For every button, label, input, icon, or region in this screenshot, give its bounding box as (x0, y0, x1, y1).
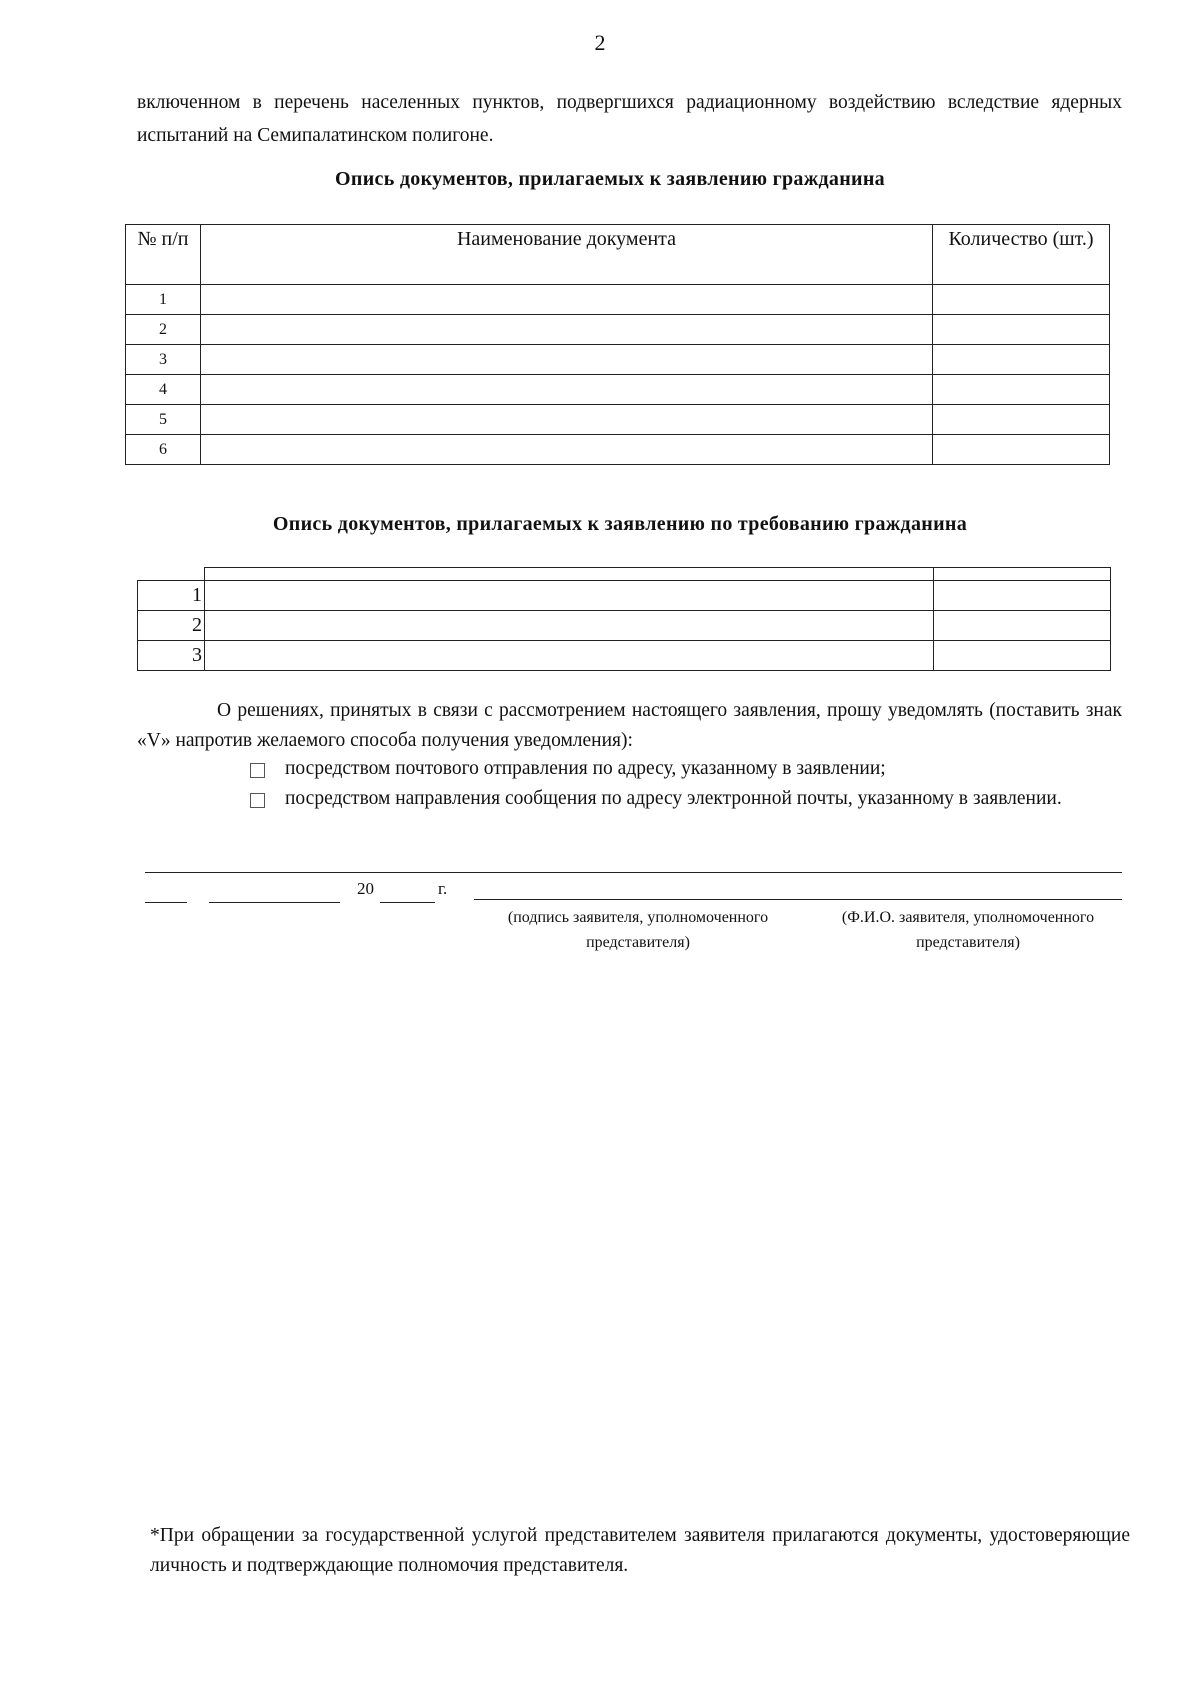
document-name-cell[interactable] (201, 315, 933, 345)
option-postal-label: посредством почтового отправления по адресу, указанному в заявлении; (285, 758, 886, 779)
top-cell (205, 568, 934, 581)
table-row (126, 435, 1110, 465)
quantity-cell[interactable] (933, 405, 1110, 435)
row-number: 3 (138, 641, 205, 671)
quantity-cell[interactable] (933, 375, 1110, 405)
row-number: 5 (126, 405, 201, 435)
requested-documents-table (137, 567, 1111, 671)
document-name-cell[interactable] (201, 375, 933, 405)
option-postal (250, 754, 1122, 784)
caption-name: (Ф.И.О. заявителя, уполномоченного представителя) (841, 909, 1095, 951)
email-checkbox[interactable] (250, 793, 265, 808)
header-number-label: № п/п (137, 228, 189, 250)
header-document-name-label: Наименование документа (456, 228, 677, 250)
blank-cell (138, 568, 205, 581)
quantity-cell[interactable] (933, 315, 1110, 345)
quantity-cell[interactable] (934, 611, 1111, 641)
document-name-cell[interactable] (201, 285, 933, 315)
table-row (138, 611, 1111, 641)
document-name-cell[interactable] (201, 405, 933, 435)
notification-options (250, 754, 1122, 814)
row-number: 1 (126, 285, 201, 315)
top-cell (934, 568, 1111, 581)
table-row (126, 285, 1110, 315)
year-line[interactable] (380, 902, 435, 903)
document-name-cell[interactable] (205, 641, 934, 671)
intro-paragraph: включенном в перечень населенных пунктов, подвергшихся радиационному воздействию вследствие ядерных испытаний на Семипалатинском полигоне. (137, 92, 1122, 146)
day-line[interactable] (145, 902, 187, 903)
notification-paragraph (137, 696, 1122, 756)
row-number: 2 (126, 315, 201, 345)
year-prefix: 20 (357, 879, 374, 898)
row-number: 4 (126, 375, 201, 405)
month-line[interactable] (209, 902, 340, 903)
row-number: 3 (126, 345, 201, 375)
table-header-row (126, 225, 1110, 285)
postal-checkbox[interactable] (250, 763, 265, 778)
documents-table (125, 224, 1110, 465)
header-quantity (933, 225, 1110, 285)
footnote: *При обращении за государственной услугой представителем заявителя прилагаются документы, удостоверяющие личность и подтверждающие полномочия представителя. (150, 1525, 1130, 1576)
quantity-cell[interactable] (934, 641, 1111, 671)
header-number (126, 225, 201, 285)
document-name-cell[interactable] (201, 435, 933, 465)
row-number: 6 (126, 435, 201, 465)
signature-line[interactable] (474, 899, 1122, 900)
table-row (126, 345, 1110, 375)
document-name-cell[interactable] (205, 611, 934, 641)
table-row (126, 405, 1110, 435)
caption-signature: (подпись заявителя, уполномоченного представителя) (507, 909, 769, 951)
quantity-cell[interactable] (933, 435, 1110, 465)
row-number: 2 (138, 611, 205, 641)
signature-top-line (145, 872, 1122, 873)
table-top-row (138, 568, 1111, 581)
table1-title: Опись документов, прилагаемых к заявлению гражданина (335, 168, 885, 190)
quantity-cell[interactable] (933, 285, 1110, 315)
table2-title: Опись документов, прилагаемых к заявлению по требованию гражданина (272, 513, 968, 535)
document-name-cell[interactable] (201, 345, 933, 375)
document-name-cell[interactable] (205, 581, 934, 611)
row-number: 1 (138, 581, 205, 611)
header-quantity-label: Количество (шт.) (948, 228, 1094, 250)
quantity-cell[interactable] (934, 581, 1111, 611)
year-suffix: г. (438, 879, 448, 898)
option-email (250, 784, 1122, 814)
quantity-cell[interactable] (933, 345, 1110, 375)
notification-text: О решениях, принятых в связи с рассмотрением настоящего заявления, прошу уведомлять (поставить знак «V» напротив желаемого способа получения уведомления): (137, 700, 1122, 751)
page-number: 2 (594, 30, 606, 55)
header-document-name (201, 225, 933, 285)
option-email-label: посредством направления сообщения по адресу электронной почты, указанному в заявлении. (285, 788, 1062, 809)
table-row (126, 375, 1110, 405)
table-row (138, 641, 1111, 671)
table-row (138, 581, 1111, 611)
table-row (126, 315, 1110, 345)
